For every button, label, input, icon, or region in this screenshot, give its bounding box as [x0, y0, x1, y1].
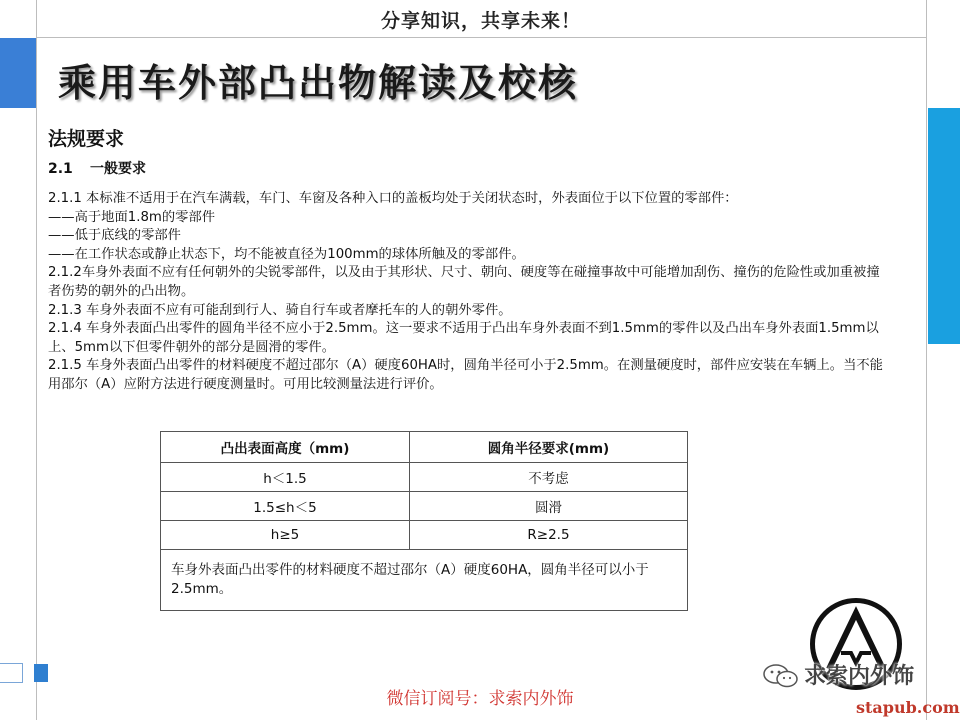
subsection-title: 一般要求	[90, 161, 146, 177]
table-cell: 圆滑	[410, 492, 688, 521]
slide-title: 乘用车外部凸出物解读及校核	[58, 61, 579, 105]
paragraph: ——在工作状态或静止状态下，均不能被直径为100mm的球体所触及的零部件。	[48, 246, 525, 262]
table-row	[161, 492, 688, 521]
radius-requirement-table	[160, 431, 688, 611]
frame-top-line	[36, 37, 927, 38]
table-cell: h≥5	[161, 521, 410, 550]
paragraph: 2.1.5 车身外表面凸出零件的材料硬度不超过邵尔（A）硬度60HA时，圆角半径可小于2.5mm。在测量硬度时，部件应安装在车辆上。当不能用邵尔（A）应附方法进行硬度测量时。可用比较测量法进行评价。	[48, 358, 883, 392]
table-cell: 不考虑	[410, 463, 688, 492]
paragraph: ——低于底线的零部件	[48, 228, 181, 244]
corner-outline-square	[0, 663, 23, 683]
paragraph: ——高于地面1.8m的零部件	[48, 209, 216, 225]
paragraph: 2.1.2车身外表面不应有任何朝外的尖锐零部件，以及由于其形状、尺寸、朝向、硬度等在碰撞事故中可能增加刮伤、撞伤的危险性或加重被撞者伤势的朝外的凸出物。	[48, 265, 880, 299]
brand-name: 求索内外饰	[804, 664, 915, 689]
table-cell: h＜1.5	[161, 463, 410, 492]
table-note-row	[161, 550, 688, 611]
table-header-cell: 圆角半径要求(mm)	[410, 432, 688, 463]
header-slogan: 分享知识，共享未来！	[380, 10, 581, 32]
paragraph: 2.1.4 车身外表面凸出零件的圆角半径不应小于2.5mm。这一要求不适用于凸出车身外表面不到1.5mm的零件以及凸出车身外表面1.5mm以上、5mm以下但零件朝外的部分是圆滑的零件。	[48, 321, 879, 355]
table-note: 车身外表面凸出零件的材料硬度不超过邵尔（A）硬度60HA，圆角半径可以小于2.5mm。	[161, 550, 688, 611]
footer-subscription-text: 微信订阅号：求索内外饰	[386, 689, 574, 709]
watermark: stapub.com	[856, 698, 960, 717]
right-accent-bar	[928, 108, 960, 344]
table-cell: R≥2.5	[410, 521, 688, 550]
table-row	[161, 463, 688, 492]
regulation-text	[48, 190, 888, 395]
paragraph: 2.1.1 本标准不适用于在汽车满载，车门、车窗及各种入口的盖板均处于关闭状态时，外表面位于以下位置的零部件：	[48, 191, 738, 206]
table-cell: 1.5≤h＜5	[161, 492, 410, 521]
section-heading: 法规要求	[48, 128, 125, 150]
table-header-row	[161, 432, 688, 463]
frame-left-line	[36, 0, 37, 720]
subsection-number: 2.1	[48, 161, 73, 177]
frame-right-line	[926, 0, 927, 720]
corner-blue-square	[34, 664, 48, 682]
subsection-heading	[48, 158, 146, 178]
table-row	[161, 521, 688, 550]
table-header-cell: 凸出表面高度（mm)	[161, 432, 410, 463]
paragraph: 2.1.3 车身外表面不应有可能刮到行人、骑自行车或者摩托车的人的朝外零件。	[48, 302, 512, 318]
left-accent-bar	[0, 38, 36, 108]
